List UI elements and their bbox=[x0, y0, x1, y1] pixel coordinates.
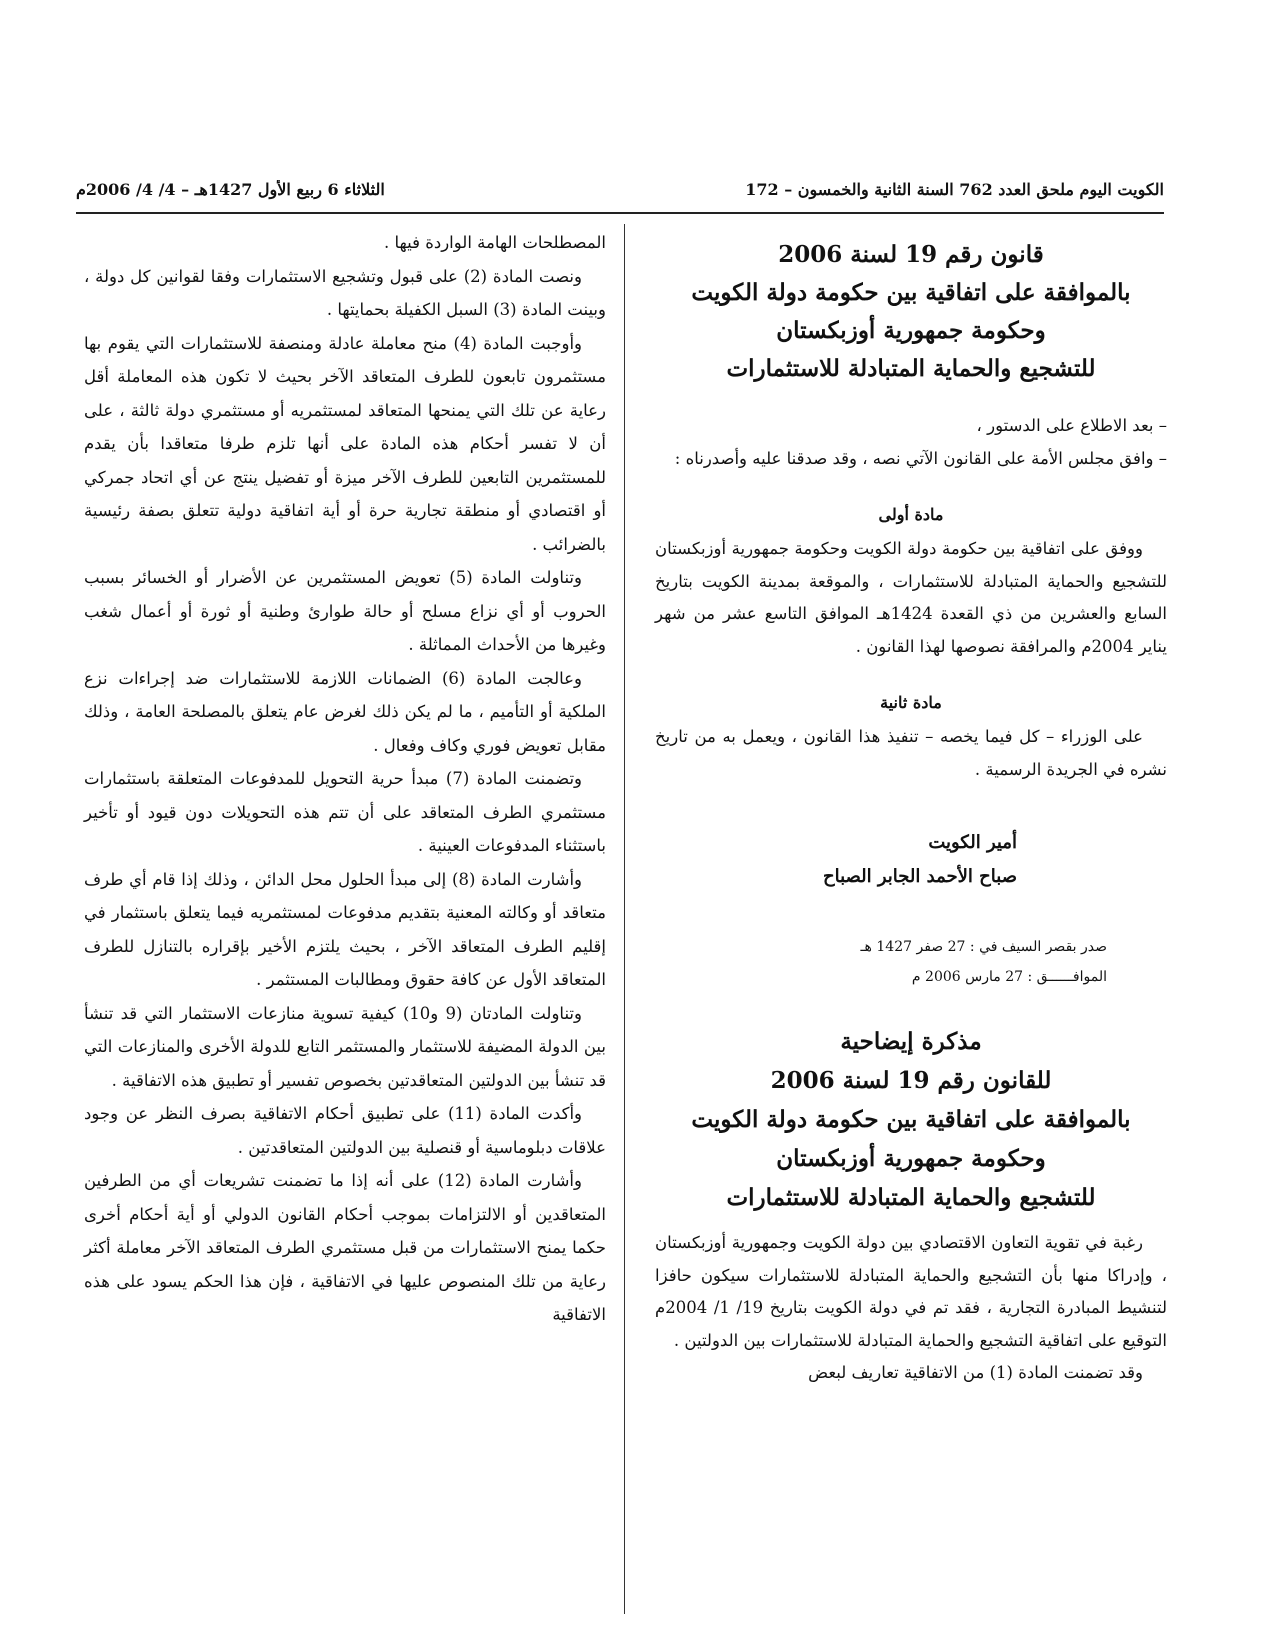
issue-date-block bbox=[655, 932, 1167, 992]
header-rule bbox=[76, 212, 1164, 214]
issued-gregorian: الموافــــــق : 27 مارس 2006 م bbox=[911, 969, 1107, 985]
law-title bbox=[655, 236, 1167, 388]
memo-paragraph: وتضمنت المادة (7) مبدأ حرية التحويل للمدفوعات المتعلقة باستثمارات مستثمري الطرف المتعاقد على أن تتم هذه التحويلات دون قيود أو تأخير باستثناء المدفوعات العينية . bbox=[84, 769, 606, 855]
memo-intro: رغبة في تقوية التعاون الاقتصادي بين دولة الكويت وجمهورية أوزبكستان ، وإدراكا منها بأن التشجيع والحماية المتبادلة للاستثمارات سيكون حافزا لتنشيط المبادرة التجارية ، فقد تم في دولة الكويت بتاريخ 19/ 1/ 2004م التوقيع على اتفاقية التشجيع والحماية المتبادلة للاستثمارات بين الدولتين . bbox=[655, 1233, 1167, 1350]
memo-paragraph: ونصت المادة (2) على قبول وتشجيع الاستثمارات وفقا لقوانين كل دولة ، وبينت المادة (3) السبل الكفيلة بحمايتها . bbox=[84, 266, 606, 319]
memo-paragraph: وأوجبت المادة (4) منح معاملة عادلة ومنصفة للاستثمارات التي يقوم بها مستثمرون تابعون للطرف المتعاقد الآخر بحيث لا تكون هذه المعاملة أقل رعاية عن تلك التي يمنحها المتعاقد لمستثمريه أو مستثمري دولة ثالثة ، على أن لا تفسر أحكام هذه المادة على أنها تلزم طرفا متعاقدا بأن يقدم للمستثمرين التابعين للطرف الآخر ميزة أو تفضيل ينتج عن أي اتحاد جمركي أو اقتصادي أو منطقة تجارية حرة أو أية اتفاقية دولية تتعلق بصفة رئيسية بالضرائب . bbox=[84, 333, 606, 554]
header-issue-info: الكويت اليوم ملحق العدد 762 السنة الثانية والخمسون – 172 bbox=[745, 180, 1164, 199]
memo-paragraph: المصطلحات الهامة الواردة فيها . bbox=[383, 233, 606, 252]
memo-article1: وقد تضمنت المادة (1) من الاتفاقية تعاريف لبعض bbox=[808, 1363, 1143, 1382]
law-title-line: قانون رقم 19 لسنة 2006 bbox=[778, 241, 1044, 268]
right-column bbox=[655, 226, 1167, 1390]
signature-block bbox=[655, 826, 1167, 894]
article2-text: على الوزراء – كل فيما يخصه – تنفيذ هذا القانون ، ويعمل به من تاريخ نشره في الجريدة الرسمية . bbox=[655, 727, 1167, 779]
memo-title bbox=[655, 1022, 1167, 1217]
memo-title-line: للقانون رقم 19 لسنة 2006 bbox=[770, 1067, 1052, 1094]
memo-title-line: وحكومة جمهورية أوزبكستان bbox=[776, 1145, 1046, 1172]
memo-title-line: للتشجيع والحماية المتبادلة للاستثمارات bbox=[726, 1184, 1096, 1211]
issued-hijri: صدر بقصر السيف في : 27 صفر 1427 هـ bbox=[860, 939, 1107, 955]
memo-paragraph: وأكدت المادة (11) على تطبيق أحكام الاتفاقية بصرف النظر عن وجود علاقات دبلوماسية أو قنصلية بين الدولتين المتعاقدتين . bbox=[84, 1104, 606, 1157]
signature-name: صباح الأحمد الجابر الصباح bbox=[822, 866, 1017, 887]
memo-paragraph: وتناولت المادتان (9 و10) كيفية تسوية منازعات الاستثمار التي قد تنشأ بين الدولة المضيفة للاستثمار والمستثمر التابع للدولة الأخرى والمنازعات التي قد تنشأ بين الدولتين المتعاقدتين بخصوص تفسير أو تطبيق هذه الاتفاقية . bbox=[84, 1003, 606, 1090]
memo-title-line: مذكرة إيضاحية bbox=[840, 1028, 982, 1055]
column-divider bbox=[624, 224, 625, 1614]
preamble-line: – بعد الاطلاع على الدستور ، bbox=[976, 416, 1167, 435]
running-header bbox=[76, 180, 1164, 206]
memo-title-line: بالموافقة على اتفاقية بين حكومة دولة الكويت bbox=[691, 1106, 1131, 1133]
article1-heading: مادة أولى bbox=[878, 505, 944, 524]
law-title-line: بالموافقة على اتفاقية بين حكومة دولة الكويت bbox=[691, 279, 1131, 306]
memo-paragraph: وأشارت المادة (8) إلى مبدأ الحلول محل الدائن ، وذلك إذا قام أي طرف متعاقد أو وكالته المعنية بتقديم مدفوعات لمستثمريه فيما يتعلق باستثمار في إقليم الطرف المتعاقد الآخر ، بحيث يلتزم الأخير بإقراره بالتنازل للطرف المتعاقد الأول عن كافة حقوق ومطالبات المستثمر . bbox=[84, 869, 606, 989]
left-column bbox=[84, 226, 606, 1332]
preamble-line: – وافق مجلس الأمة على القانون الآتي نصه ، وقد صدقنا عليه وأصدرناه : bbox=[674, 448, 1167, 468]
article1-text: ووفق على اتفاقية بين حكومة دولة الكويت وحكومة جمهورية أوزبكستان للتشجيع والحماية المتبادلة للاستثمارات ، والموقعة بمدينة الكويت بتاريخ السابع والعشرين من ذي القعدة 1424هـ الموافق التاسع عشر من شهر يناير 2004م والمرافقة نصوصها لهذا القانون . bbox=[655, 539, 1168, 656]
law-title-line: وحكومة جمهورية أوزبكستان bbox=[776, 317, 1046, 344]
memo-paragraph: وتناولت المادة (5) تعويض المستثمرين عن الأضرار أو الخسائر بسبب الحروب أو أي نزاع مسلح أو حالة طوارئ وطنية أو ثورة أو أعمال شغب وغيرها من الأحداث المماثلة . bbox=[84, 568, 606, 654]
signature-title: أمير الكويت bbox=[928, 832, 1017, 853]
memo-paragraph: وأشارت المادة (12) على أنه إذا ما تضمنت تشريعات أي من الطرفين المتعاقدين أو الالتزامات بموجب أحكام القانون الدولي أو أية أحكام أخرى حكما يمنح الاستثمارات من قبل مستثمري الطرف المتعاقد الآخر معاملة أكثر رعاية من تلك المنصوص عليها في الاتفاقية ، فإن هذا الحكم يسود على هذه الاتفاقية bbox=[84, 1171, 606, 1324]
header-date: الثلاثاء 6 ربيع الأول 1427هـ – 4/ 4/ 2006م bbox=[76, 180, 385, 199]
article2-heading: مادة ثانية bbox=[880, 693, 942, 712]
memo-paragraph: وعالجت المادة (6) الضمانات اللازمة للاستثمارات ضد إجراءات نزع الملكية أو التأميم ، ما لم يكن ذلك لغرض عام يتعلق بالمصلحة العامة ، وذلك مقابل تعويض فوري وكاف وفعال . bbox=[84, 668, 606, 755]
law-title-line: للتشجيع والحماية المتبادلة للاستثمارات bbox=[726, 355, 1096, 382]
